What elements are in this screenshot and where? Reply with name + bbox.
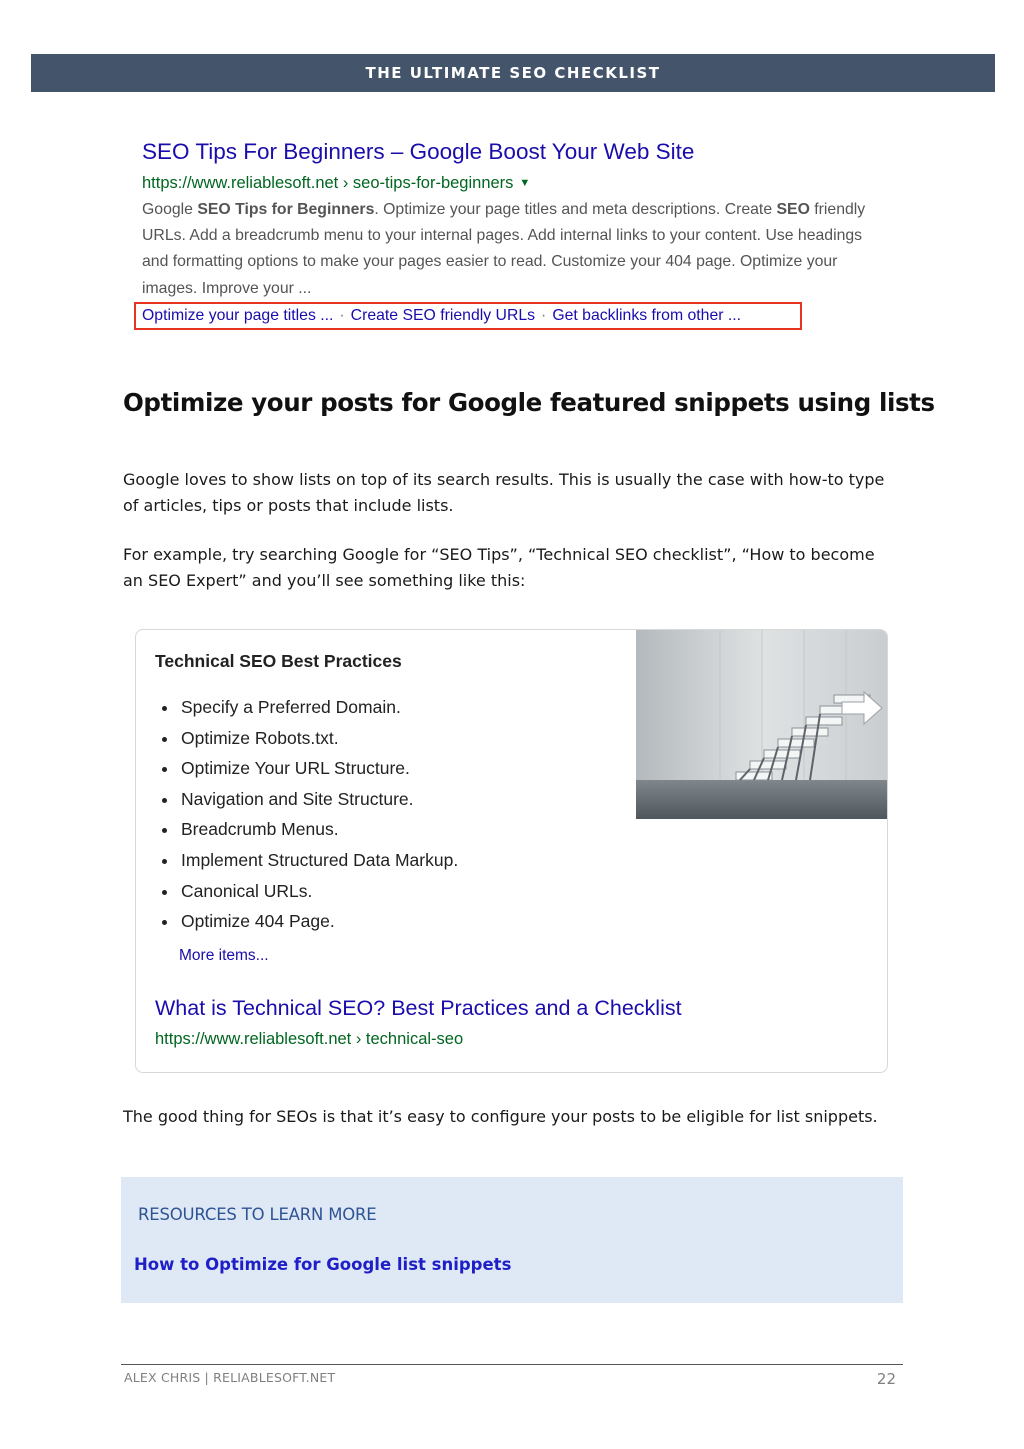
serp-result-url[interactable] (142, 172, 902, 194)
snippet-list-item: • Canonical URLs. (179, 876, 458, 907)
more-items-link[interactable]: More items... (179, 947, 269, 964)
desc-part: Google (142, 201, 198, 218)
resources-title: RESOURCES TO LEARN MORE (138, 1205, 377, 1224)
snippet-list-item: • Breadcrumb Menus. (179, 814, 458, 845)
resources-box (121, 1177, 903, 1303)
sitelink-backlinks[interactable]: Get backlinks from other ... (552, 307, 742, 324)
snippet-list-item: • Specify a Preferred Domain. (179, 692, 458, 723)
snippet-list (159, 692, 458, 937)
sitelinks-highlight-box (134, 302, 802, 330)
page-number: 22 (876, 1370, 896, 1388)
snippet-list-item: • Navigation and Site Structure. (179, 784, 458, 815)
serp-url-text: https://www.reliablesoft.net › seo-tips-for-beginners (142, 174, 514, 192)
serp-result (142, 138, 902, 302)
featured-snippet-card (135, 629, 888, 1073)
desc-part: friendly URLs. Add a breadcrumb menu to your internal pages. Add internal links to your content. Use headings and formatting options to make your pages easier to read. Customize your 404 page. Optimize your images. Improve your ... (142, 201, 866, 297)
header-title: THE ULTIMATE SEO CHECKLIST (365, 64, 661, 82)
snippet-heading: Technical SEO Best Practices (155, 651, 402, 671)
snippet-title-link[interactable]: What is Technical SEO? Best Practices and a Checklist (155, 996, 682, 1020)
dropdown-caret-icon[interactable]: ▼ (519, 177, 531, 189)
desc-bold: SEO (776, 201, 810, 218)
snippet-url[interactable]: https://www.reliablesoft.net › technical-seo (155, 1030, 464, 1048)
snippet-list-item: • Optimize Your URL Structure. (179, 753, 458, 784)
sitelink-separator: · (541, 307, 547, 324)
header-bar (31, 54, 995, 92)
sitelink-seo-friendly-urls[interactable]: Create SEO friendly URLs (350, 307, 536, 324)
resources-link[interactable]: How to Optimize for Google list snippets (134, 1255, 512, 1274)
snippet-list-item: • Implement Structured Data Markup. (179, 845, 458, 876)
section-heading: Optimize your posts for Google featured snippets using lists (123, 388, 935, 417)
sitelink-separator: · (339, 307, 345, 324)
desc-bold: SEO Tips for Beginners (197, 201, 375, 218)
snippet-list-item: • Optimize 404 Page. (179, 906, 458, 937)
sitelink-page-titles[interactable]: Optimize your page titles ... (142, 307, 334, 324)
footer-divider (121, 1364, 903, 1365)
snippet-list-item: • Optimize Robots.txt. (179, 723, 458, 754)
footer-author: ALEX CHRIS | RELIABLESOFT.NET (124, 1370, 336, 1385)
desc-part: . Optimize your page titles and meta descriptions. Create (374, 201, 777, 218)
serp-result-title-link[interactable]: SEO Tips For Beginners – Google Boost Your Web Site (142, 139, 695, 164)
paragraph-lists-intro: Google loves to show lists on top of its search results. This is usually the case with how-to type of articles, tips or posts that include lists. (123, 470, 885, 515)
paragraph-good-thing: The good thing for SEOs is that it’s easy to configure your posts to be eligible for list snippets. (123, 1107, 878, 1126)
paragraph-example: For example, try searching Google for “SEO Tips”, “Technical SEO checklist”, “How to become an SEO Expert” and you’ll see something like this: (123, 545, 875, 590)
stairs-arrow-image[interactable] (636, 630, 888, 819)
serp-result-description (142, 197, 892, 302)
